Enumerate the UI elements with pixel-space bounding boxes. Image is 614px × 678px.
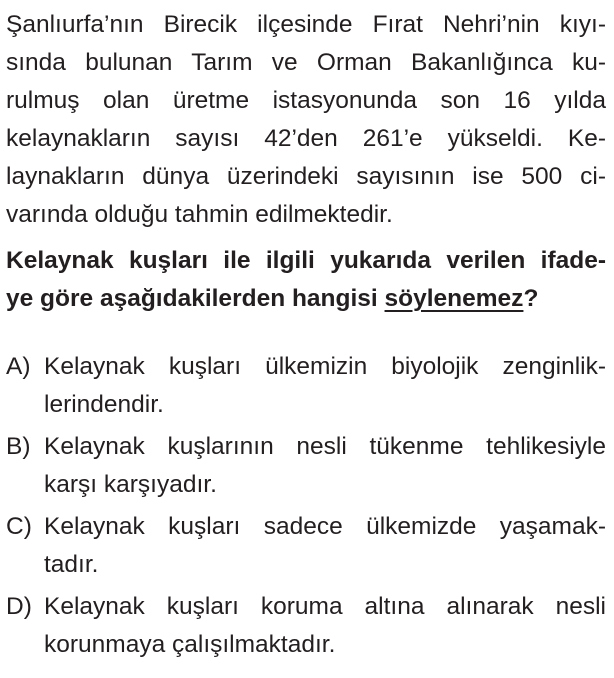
option-line: lerindendir.: [44, 391, 164, 418]
question-text: ye göre aşağıdakilerden hangisi: [6, 285, 385, 312]
question-mark: ?: [523, 285, 539, 312]
passage-line: varında olduğu tahmin edilmektedir.: [6, 201, 393, 228]
option-line: Kelaynak kuşları ülkemizin biyolojik zenginlik-: [44, 353, 606, 380]
passage-line: laynakların dünya üzerindeki sayısının ise 500 ci-: [6, 163, 606, 190]
question-line: [6, 280, 606, 318]
option-letter: B): [6, 433, 31, 460]
option-d[interactable]: [6, 588, 606, 664]
passage: [6, 6, 606, 234]
passage-line: Şanlıurfa’nın Birecik ilçesinde Fırat Nehri’nin kıyı-: [6, 11, 606, 38]
option-line: Kelaynak kuşları sadece ülkemizde yaşamak-: [44, 513, 606, 540]
option-line: Kelaynak kuşları koruma altına alınarak nesli: [44, 593, 606, 620]
option-letter: A): [6, 353, 31, 380]
option-text: [44, 508, 606, 584]
negation-word: söylenemez: [384, 285, 524, 312]
question-page: [6, 6, 606, 668]
option-text: [44, 588, 606, 664]
question-stem: [6, 242, 606, 318]
answer-options: [6, 348, 606, 664]
option-letter: C): [6, 513, 32, 540]
question-line: Kelaynak kuşları ile ilgili yukarıda verilen ifade-: [6, 247, 606, 274]
option-letter: D): [6, 593, 32, 620]
option-c[interactable]: [6, 508, 606, 584]
option-line: Kelaynak kuşlarının nesli tükenme tehlikesiyle: [44, 433, 606, 460]
option-text: [44, 428, 606, 504]
option-a[interactable]: [6, 348, 606, 424]
option-text: [44, 348, 606, 424]
passage-line: sında bulunan Tarım ve Orman Bakanlığınca ku-: [6, 49, 606, 76]
option-b[interactable]: [6, 428, 606, 504]
passage-line: rulmuş olan üretme istasyonunda son 16 yılda: [6, 87, 606, 114]
option-line: karşı karşıyadır.: [44, 471, 217, 498]
option-line: korunmaya çalışılmaktadır.: [44, 631, 336, 658]
passage-line: kelaynakların sayısı 42’den 261’e yükseldi. Ke-: [6, 125, 606, 152]
option-line: tadır.: [44, 551, 99, 578]
